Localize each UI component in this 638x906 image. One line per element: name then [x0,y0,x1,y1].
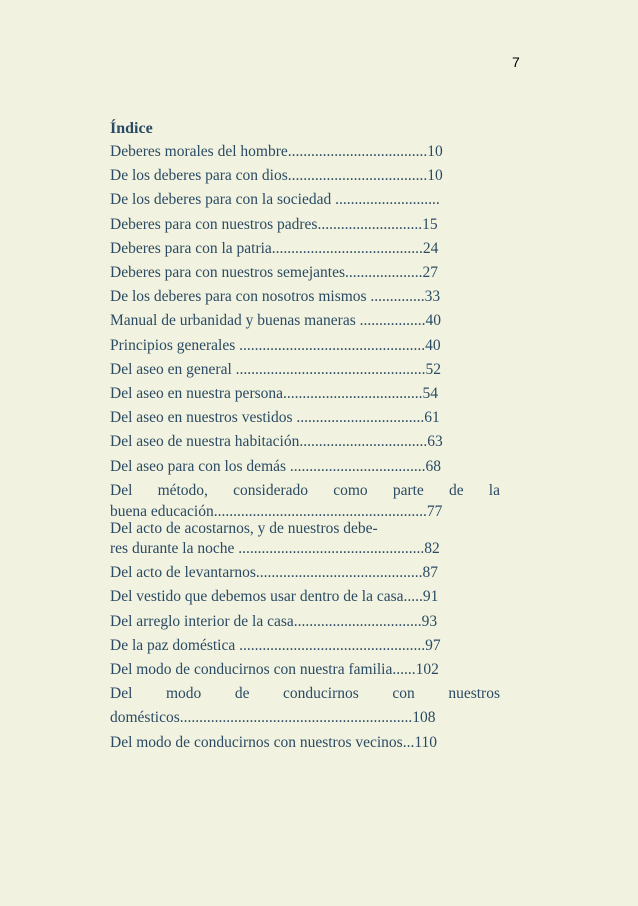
toc-entry[interactable] [110,406,500,430]
toc-entry-text: De los deberes para con la sociedad ........................... [110,191,440,209]
toc-entry-text: De la paz doméstica ................................................97 [110,636,441,654]
toc-list [110,140,500,755]
toc-entry[interactable] [110,479,500,520]
toc-entry-text: Del modo de conducirnos con nuestros vecinos...110 [110,733,438,751]
toc-entry-text: Deberes para con nuestros padres...........................15 [110,215,438,233]
toc-entry-text-line-2: domésticos............................................................108 [110,709,436,727]
toc-entry-text: De los deberes para con nosotros mismos ..............33 [110,288,441,306]
toc-entry-text: Deberes morales del hombre....................................10 [110,143,443,160]
toc-entry-text-line-2: res durante la noche ................................................82 [110,540,440,558]
toc-entry-text: Del arreglo interior de la casa.................................93 [110,612,438,630]
toc-entry[interactable] [110,634,500,658]
toc-entry[interactable] [110,261,500,285]
toc-entry-text: Manual de urbanidad y buenas maneras .................40 [110,312,442,330]
toc-entry-text: Del vestido que debemos usar dentro de la casa.....91 [110,588,439,606]
toc-entry-text: De los deberes para con dios....................................10 [110,167,443,185]
toc-entry-text: Del aseo en nuestros vestidos .................................61 [110,409,440,427]
toc-entry[interactable] [110,561,500,585]
toc-title: Índice [110,120,153,137]
toc-entry-text: Del acto de levantarnos...........................................87 [110,564,439,582]
toc-entry[interactable] [110,140,500,164]
toc-entry-text: Principios generales ................................................40 [110,336,441,354]
toc-entry[interactable] [110,430,500,454]
toc-entry-text: Del aseo en nuestra persona....................................54 [110,385,439,403]
page-number: 7 [512,54,520,70]
toc-entry-text: Del aseo en general .................................................52 [110,360,442,378]
toc-entry[interactable] [110,188,500,212]
toc-entry[interactable] [110,334,500,358]
toc-entry-text-line-1: Del modo de conducirnos con nuestros [110,685,500,703]
toc-entry-text: Deberes para con nuestros semejantes....................27 [110,264,438,282]
toc-entry[interactable] [110,309,500,333]
toc-entry[interactable] [110,455,500,479]
toc-entry[interactable] [110,285,500,309]
toc-entry-text: Del aseo para con los demás ...................................68 [110,457,442,475]
toc-entry-text-line-2: buena educación.......................................................77 [110,503,443,521]
toc-entry[interactable] [110,731,500,755]
toc-entry-text: Deberes para con la patria.......................................24 [110,239,439,257]
toc-entry[interactable] [110,658,500,682]
toc-entry[interactable] [110,358,500,382]
toc-entry[interactable] [110,610,500,634]
toc-entry[interactable] [110,682,500,730]
table-of-contents [110,118,500,755]
toc-entry-text-line-1: Del acto de acostarnos, y de nuestros debe- [110,520,378,538]
toc-entry[interactable] [110,164,500,188]
toc-entry-text: Del aseo de nuestra habitación.................................63 [110,433,443,451]
toc-entry[interactable] [110,585,500,609]
toc-entry[interactable] [110,237,500,261]
toc-entry[interactable] [110,520,500,561]
toc-entry[interactable] [110,213,500,237]
toc-entry[interactable] [110,382,500,406]
toc-entry-text-line-1: Del método, considerado como parte de la [110,481,500,499]
toc-entry-text: Del modo de conducirnos con nuestra familia......102 [110,661,439,679]
